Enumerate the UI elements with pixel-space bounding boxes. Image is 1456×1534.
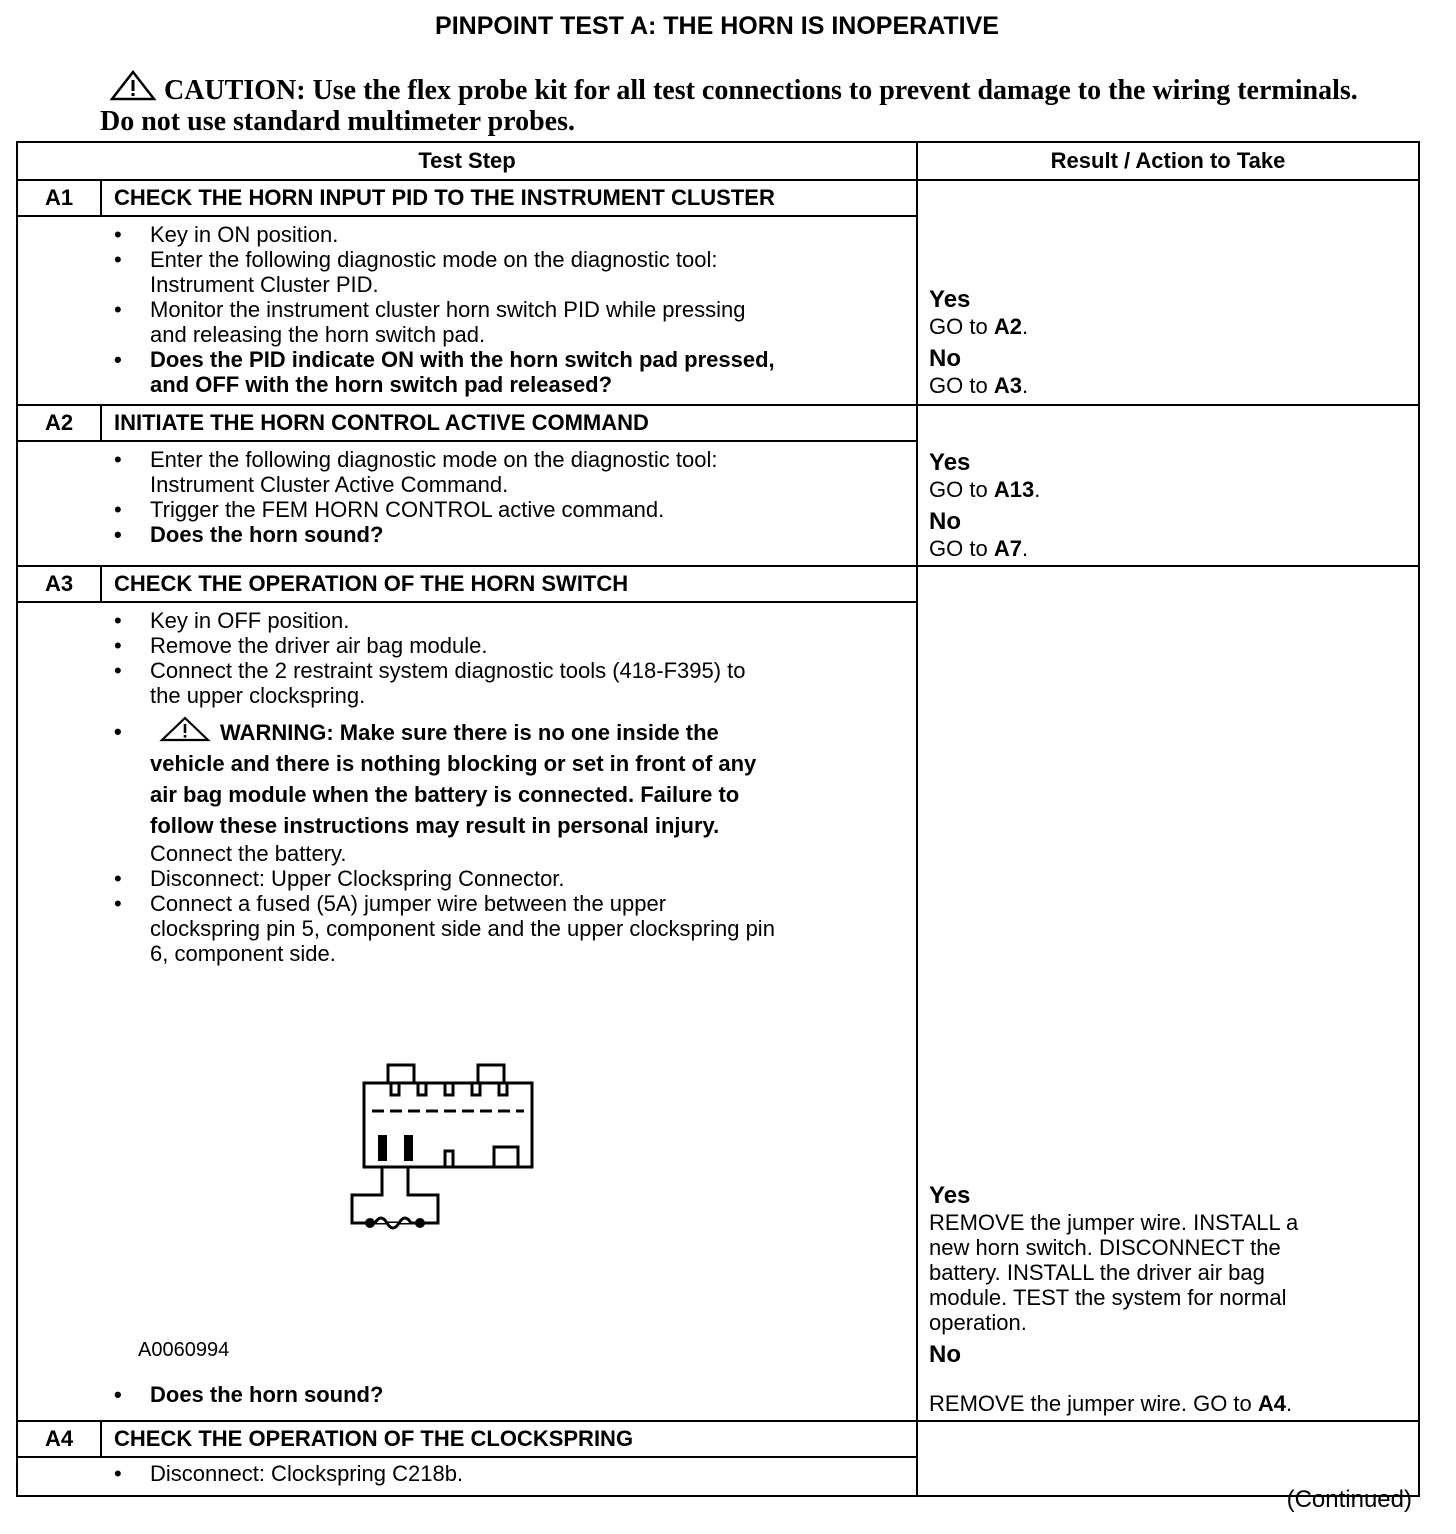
result-yes: Yes bbox=[929, 449, 971, 476]
step-a3-title-row bbox=[17, 566, 1419, 602]
result-yes: Yes bbox=[929, 286, 971, 313]
list-item: • Key in OFF position. bbox=[18, 608, 916, 633]
goto-link[interactable]: A7 bbox=[993, 536, 1022, 561]
result-text: module. TEST the system for normal bbox=[929, 1285, 1287, 1310]
line-text: and OFF with the horn switch pad released? bbox=[150, 372, 613, 397]
list-item bbox=[18, 247, 916, 297]
step-a4-title-row bbox=[17, 1421, 1419, 1457]
step-a2-result: Yes GO to A13. No GO to A7. bbox=[917, 405, 1419, 566]
list-item: • Disconnect: Upper Clockspring Connector. bbox=[18, 866, 916, 891]
result-no: No bbox=[929, 508, 962, 535]
result-no: No bbox=[929, 345, 962, 372]
line-text: Enter the following diagnostic mode on the diagnostic tool: bbox=[150, 247, 718, 272]
header-result: Result / Action to Take bbox=[917, 142, 1419, 180]
warning-item bbox=[18, 716, 916, 841]
line-text: clockspring pin 5, component side and the upper clockspring pin bbox=[150, 916, 775, 941]
result-text: operation. bbox=[929, 1310, 1027, 1335]
warning-text: vehicle and there is nothing blocking or set in front of any bbox=[150, 751, 757, 776]
warning-triangle-icon bbox=[160, 716, 210, 742]
list-item: Connect the battery. bbox=[150, 841, 347, 866]
step-a1-body bbox=[17, 216, 917, 405]
caution-note bbox=[100, 70, 1360, 137]
list-item: • Key in ON position. bbox=[18, 222, 916, 247]
step-a1-title-row bbox=[17, 180, 1419, 216]
line-text: Connect a fused (5A) jumper wire between the upper bbox=[150, 891, 667, 916]
line-text: Connect the 2 restraint system diagnostic tools (418-F395) to bbox=[150, 658, 746, 683]
line-text: Monitor the instrument cluster horn switch PID while pressing bbox=[150, 297, 746, 322]
warning-triangle-icon bbox=[110, 70, 156, 102]
list-item bbox=[18, 297, 916, 347]
warning-text: Make sure there is no one inside the bbox=[339, 720, 719, 745]
warning-text: follow these instructions may result in personal injury. bbox=[150, 813, 720, 838]
result-no: No bbox=[929, 1341, 962, 1368]
step-a3-result: Yes REMOVE the jumper wire. INSTALL a new horn switch. DISCONNECT the battery. INSTALL the driver air bag module. TEST the system for normal operation. No REMOVE the jumper wire. GO to A4. bbox=[917, 566, 1419, 1421]
step-id: A3 bbox=[17, 566, 101, 602]
warning-label: WARNING: bbox=[220, 720, 334, 745]
line-text: Instrument Cluster Active Command. bbox=[150, 472, 509, 497]
table-header-row bbox=[17, 142, 1419, 180]
pinpoint-test-table bbox=[16, 141, 1420, 1497]
line-text: Enter the following diagnostic mode on the diagnostic tool: bbox=[150, 447, 718, 472]
continued-label: (Continued) bbox=[1286, 1486, 1412, 1513]
step-title: INITIATE THE HORN CONTROL ACTIVE COMMAND bbox=[101, 405, 917, 441]
line-text: 6, component side. bbox=[150, 941, 336, 966]
result-text: GO to bbox=[929, 373, 988, 398]
result-text: GO to bbox=[929, 536, 988, 561]
goto-link[interactable]: A2 bbox=[993, 314, 1022, 339]
result-text: GO to bbox=[929, 314, 988, 339]
figure-id: A0060994 bbox=[138, 1339, 230, 1361]
result-text: REMOVE the jumper wire. INSTALL a bbox=[929, 1210, 1299, 1235]
step-title: CHECK THE OPERATION OF THE HORN SWITCH bbox=[101, 566, 917, 602]
step-a2-body bbox=[17, 441, 917, 566]
step-id: A1 bbox=[17, 180, 101, 216]
list-item bbox=[18, 347, 916, 397]
header-test-step: Test Step bbox=[17, 142, 917, 180]
step-title: CHECK THE OPERATION OF THE CLOCKSPRING bbox=[101, 1421, 917, 1457]
list-item: • Remove the driver air bag module. bbox=[18, 633, 916, 658]
result-text: battery. INSTALL the driver air bag bbox=[929, 1260, 1265, 1285]
caution-text: Use the flex probe kit for all test connections to prevent damage to the wiring terminals. Do not use standard multimeter probes. bbox=[100, 75, 1358, 137]
line-text: and releasing the horn switch pad. bbox=[150, 322, 486, 347]
result-text: new horn switch. DISCONNECT the bbox=[929, 1235, 1281, 1260]
step-title: CHECK THE HORN INPUT PID TO THE INSTRUMENT CLUSTER bbox=[101, 180, 917, 216]
step-id: A4 bbox=[17, 1421, 101, 1457]
step-id: A2 bbox=[17, 405, 101, 441]
step-a4-body bbox=[17, 1457, 917, 1496]
line-text: Does the PID indicate ON with the horn switch pad pressed, bbox=[150, 347, 775, 372]
goto-link[interactable]: A4 bbox=[1257, 1391, 1287, 1416]
list-item: • Trigger the FEM HORN CONTROL active command. bbox=[18, 497, 916, 522]
step-a3-body bbox=[17, 602, 917, 1421]
result-text: REMOVE the jumper wire. GO to bbox=[929, 1391, 1252, 1416]
page-title: PINPOINT TEST A: THE HORN IS INOPERATIVE bbox=[435, 12, 999, 40]
list-item: • Disconnect: Clockspring C218b. bbox=[18, 1461, 916, 1486]
list-item: • Does the horn sound? bbox=[18, 1382, 916, 1407]
list-item bbox=[18, 447, 916, 497]
list-item: • Does the horn sound? bbox=[18, 522, 916, 547]
step-a1-result: Yes GO to A2. No GO to A3. bbox=[917, 180, 1419, 405]
list-item bbox=[18, 891, 916, 966]
result-text: GO to bbox=[929, 477, 988, 502]
goto-link[interactable]: A3 bbox=[993, 373, 1022, 398]
result-yes: Yes bbox=[929, 1182, 971, 1209]
warning-text: air bag module when the battery is connected. Failure to bbox=[150, 782, 740, 807]
goto-link[interactable]: A13 bbox=[993, 477, 1035, 502]
line-text: Instrument Cluster PID. bbox=[150, 272, 379, 297]
list-item bbox=[18, 658, 916, 708]
step-a2-title-row bbox=[17, 405, 1419, 441]
step-a4-result bbox=[917, 1421, 1419, 1496]
line-text: the upper clockspring. bbox=[150, 683, 366, 708]
connector-jumper-diagram bbox=[348, 1063, 538, 1238]
caution-label: CAUTION: bbox=[164, 75, 306, 106]
